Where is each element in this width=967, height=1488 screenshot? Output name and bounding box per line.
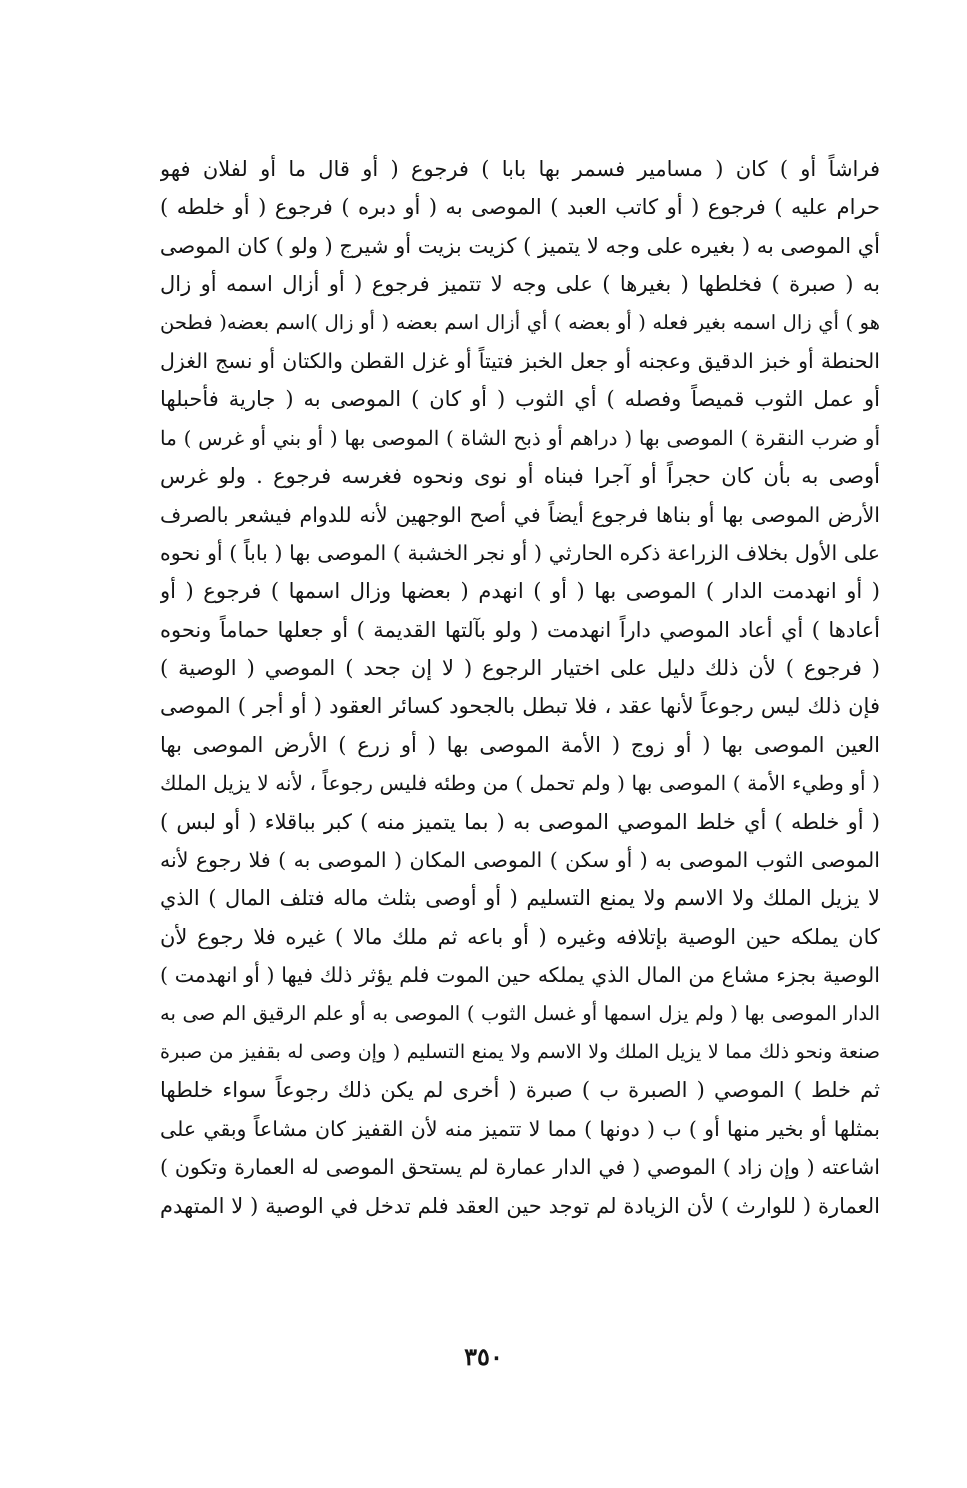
text-line: حرام عليه ) فرجوع ( أو كاتب العبد ) الموصى به ( أو دبره ) فرجوع ( أو خلطه ) [160,195,880,220]
text-line: العمارة ( للوارث ) لأن الزيادة لم توجد حين العقد فلم تدخل في الوصية ( لا المتهدم [160,1193,880,1218]
text-line: ( أو وطيء الأمة ) الموصى بها ( ولم تحمل ) من وطئه فليس رجوعاً ، لأنه لا يزيل الملك [160,771,880,796]
text-line: ( فرجوع ) لأن ذلك دليل على اختيار الرجوع ( لا إن جحد ) الموصي ( الوصية ) [160,656,880,681]
text-line: اشاعته ( وإن زاد ) الموصي ( في الدار عمارة لم يستحق الموصى له العمارة وتكون ) [160,1155,880,1180]
text-line: بمثلها أو بخير منها أو ) ب ( دونها ) مما لا تتميز منه لأن القفيز كان مشاعاً وبقي على [160,1116,880,1141]
text-line: فراشاً أو ) كان ( مسامير فسمر بها بابا ) فرجوع ( أو قال ما أو لفلان فهو [160,157,880,181]
text-line: على الأول بخلاف الزراعة ذكره الحارثي ( أو نجر الخشبة ) الموصى بها ( باباً ) أو نحوه [160,540,880,565]
text-line: ( أو انهدمت الدار ) الموصى بها ( أو ) انهدم ( بعضها وزال اسمها ) فرجوع ( أو [160,579,880,604]
text-line: كان يملكه حين الوصية بإتلافه وغيره ( أو باعه ثم ملك مالا ) غيره فلا رجوع لأن [160,924,880,949]
text-line: الدار الموصى بها ( ولم يزل اسمها أو غسل الثوب ) الموصى به أو علم الرقيق الم صى به [160,1001,880,1025]
text-line: أو ضرب النقرة ) الموصى بها ( دراهم أو ذبح الشاة ) الموصى بها ( أو بني أو غرس ) ما [160,425,880,450]
text-line: الحنطة أو خبز الدقيق وعجنه أو جعل الخبز فتيتاً أو غزل القطن والكتان أو نسج الغزل [160,348,880,373]
page-number: ٣٥٠ [464,1342,503,1371]
text-line: أي الموصى به ( بغيره على وجه لا يتميز ) كزيت بزيت أو شيرج ( ولو ) كان الموصى [160,233,880,258]
text-line: ثم خلط ) الموصي ( الصبرة ب ) صبرة ( أخرى لم يكن ذلك رجوعاً سواء خلطها [160,1078,880,1103]
text-line: لا يزيل الملك ولا الاسم ولا يمنع التسليم ( أو أوصى بثلث ماله فتلف المال ) الذي [160,886,880,911]
text-line: الموصى الثوب الموصى به ( أو سكن ) الموصى المكان ( الموصى به ) فلا رجوع لأنه [160,848,880,873]
text-line: فإن ذلك ليس رجوعاً لأنها عقد ، فلا تبطل بالجحود كسائر العقود ( أو أجر ) الموصى [160,694,880,719]
text-line: به ( صبرة ) فخلطها ( بغيرها ) على وجه لا تتميز فرجوع ( أو أزال اسمه أو زال [160,272,880,297]
text-line: الأرض الموصى بها أو بناها فرجوع أيضاً في أصح الوجهين لأنه للدوام فيشعر بالصرف [160,502,880,527]
text-line: الوصية بجزء مشاع من المال الذي يملكه حين الموت فلم يؤثر ذلك فيها ( أو انهدمت ) [160,963,880,988]
text-line: العين الموصى بها ( أو زوج ( الأمة الموصى بها ( أو زرع ) الأرض الموصى بها [160,732,880,757]
text-line: ( أو خلطه ) أي خلط الموصي الموصى به ( بما يتميز منه ) كبر بباقلاء ( أو لبس ) [160,809,880,834]
text-line: أعادها ) أي أعاد الموصي داراً انهدمت ( ولو بآلتها القديمة ) أو جعلها حماماً ونحوه [160,617,880,642]
text-line: هو ) أي زال اسمه بغير فعله ( أو بعضه ) أي أزال اسم بعضه ( أو زال )اسم بعضه( فطحن [160,310,880,334]
text-line: أوصى به بأن كان حجراً أو آجرا فبناه أو نوى ونحوه فغرسه فرجوع . ولو غرس [160,464,880,489]
body-text [160,150,880,1225]
text-line: أو عمل الثوب قميصاً وفصله ) أي الثوب ( أو كان ) الموصى به ( جارية فأحبلها [160,387,880,412]
text-line: صنعة ونحو ذلك مما لا يزيل الملك ولا الاسم ولا يمنع التسليم ( وإن وصى له بقفيز من صبرة [160,1040,880,1063]
